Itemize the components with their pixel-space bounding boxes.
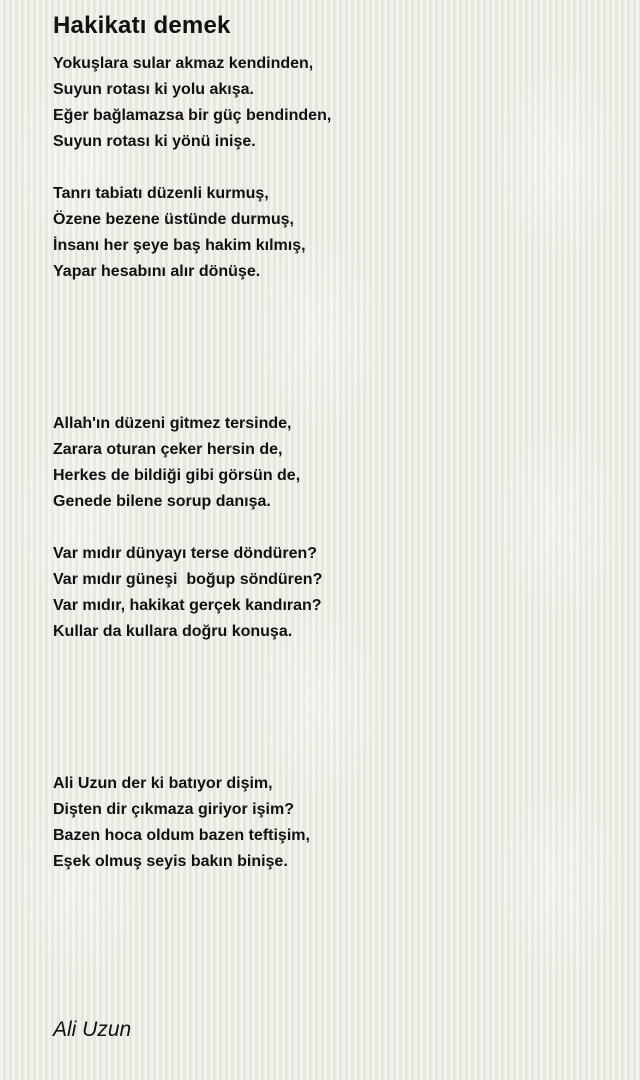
stanza-5: [53, 771, 310, 875]
poem-line: Zarara oturan çeker hersin de,: [53, 441, 283, 458]
poem-line: İnsanı her şeye baş hakim kılmış,: [53, 237, 306, 254]
poem-author: Ali Uzun: [53, 1018, 132, 1041]
poem-line: Var mıdır güneşi boğup söndüren?: [53, 571, 323, 588]
poem-line: Ali Uzun der ki batıyor dişim,: [53, 775, 273, 792]
stanza-4: [53, 541, 322, 645]
poem-line: Yokuşlara sular akmaz kendinden,: [53, 55, 314, 72]
stanza-2: [53, 181, 306, 285]
poem-line: Yapar hesabını alır dönüşe.: [53, 263, 261, 280]
poem-line: Özene bezene üstünde durmuş,: [53, 211, 294, 228]
poem-title: Hakikatı demek: [53, 12, 231, 39]
poem-line: Dişten dir çıkmaza giriyor işim?: [53, 801, 294, 818]
poem-line: Suyun rotası ki yönü inişe.: [53, 133, 256, 150]
poem-line: Kullar da kullara doğru konuşa.: [53, 623, 293, 640]
poem-line: Allah'ın düzeni gitmez tersinde,: [53, 415, 292, 432]
poem-line: Tanrı tabiatı düzenli kurmuş,: [53, 185, 269, 202]
poem-line: Var mıdır, hakikat gerçek kandıran?: [53, 597, 322, 614]
stanza-1: [53, 51, 331, 155]
poem-line: Suyun rotası ki yolu akışa.: [53, 81, 254, 98]
poem-line: Var mıdır dünyayı terse döndüren?: [53, 545, 318, 562]
poem-line: Eşek olmuş seyis bakın binişe.: [53, 853, 288, 870]
poem-line: Eğer bağlamazsa bir güç bendinden,: [53, 107, 332, 124]
stanza-3: [53, 411, 300, 515]
poem-line: Genede bilene sorup danışa.: [53, 493, 271, 510]
poem-line: Bazen hoca oldum bazen teftişim,: [53, 827, 310, 844]
poem-line: Herkes de bildiği gibi görsün de,: [53, 467, 301, 484]
